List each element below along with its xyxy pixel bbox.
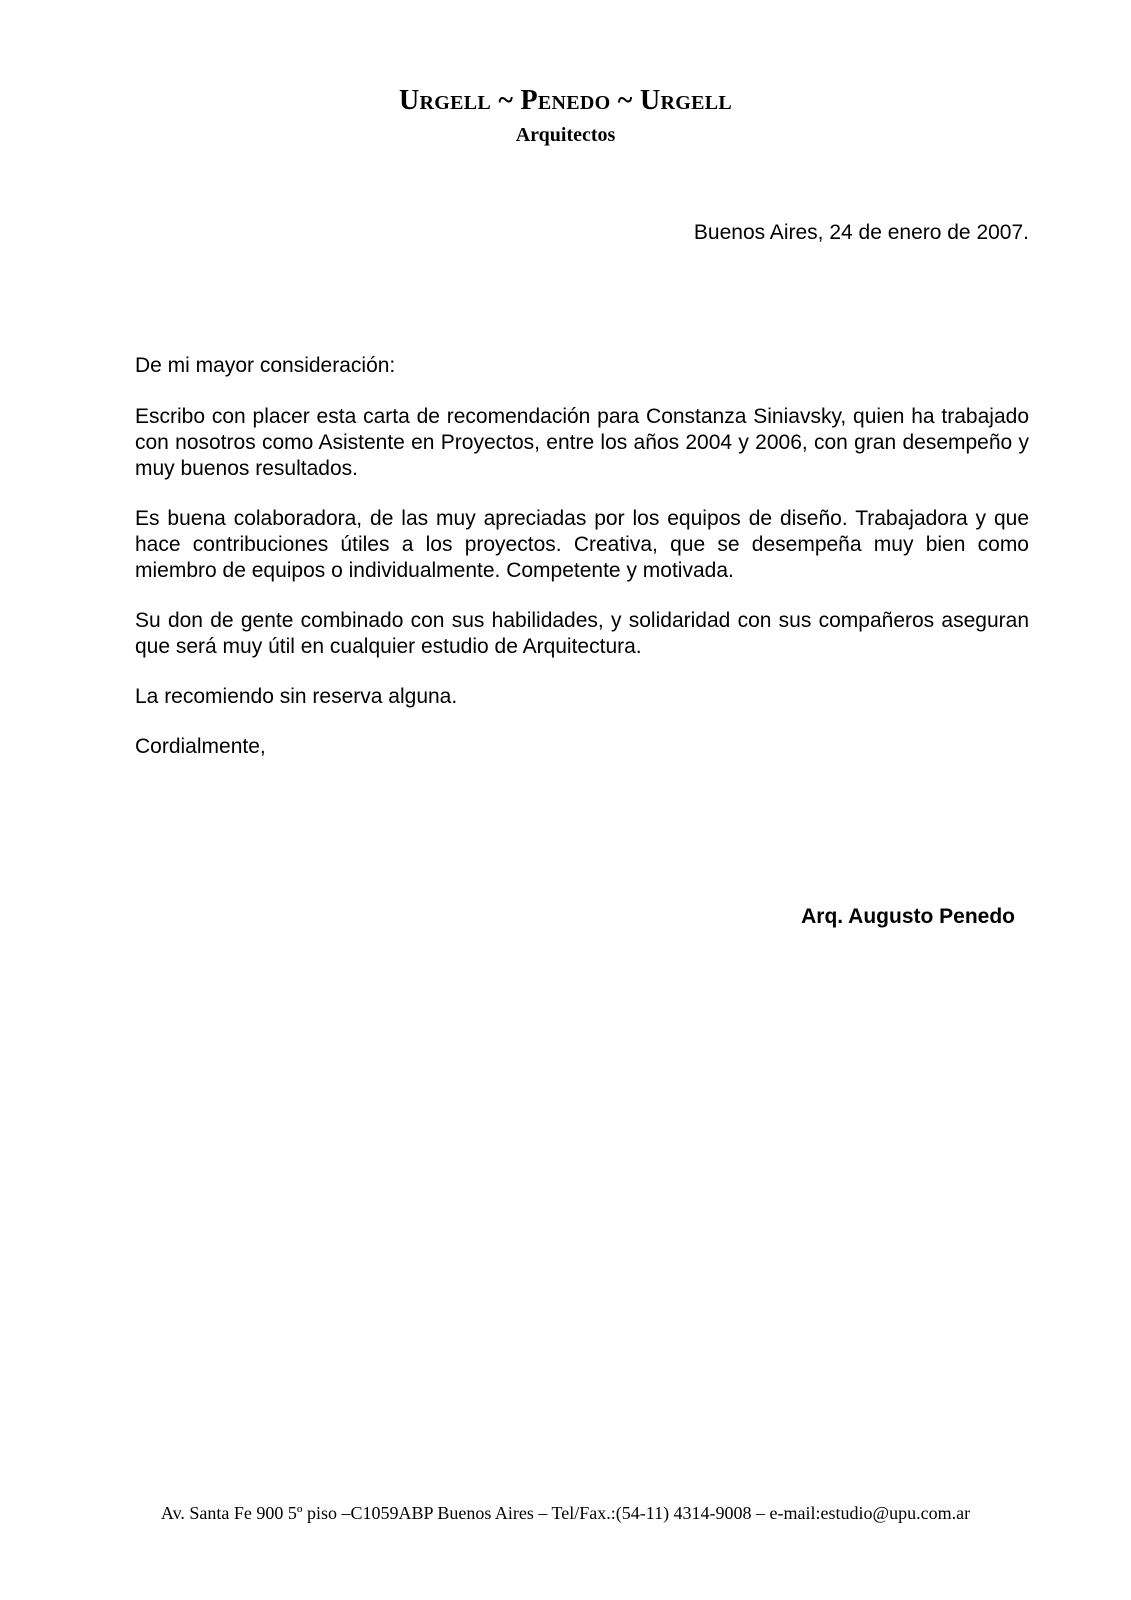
letter-body (135, 404, 1029, 784)
paragraph-endorsement: La recomiendo sin reserva alguna. (135, 685, 458, 708)
footer-contact: Av. Santa Fe 900 5º piso –C1059ABP Buenos Aires – Tel/Fax.:(54-11) 4314-9008 – e-mail:estudio@upu.com.ar (160, 1503, 971, 1523)
letter-date: Buenos Aires, 24 de enero de 2007. (693, 221, 1029, 244)
signature: Arq. Augusto Penedo (801, 905, 1015, 928)
letterhead (0, 80, 1131, 148)
firm-subtitle: Arquitectos (515, 124, 616, 146)
firm-name: Urgell ~ Penedo ~ Urgell (398, 85, 733, 116)
closing: Cordialmente, (135, 735, 266, 758)
paragraph-recommendation: Escribo con placer esta carta de recomendación para Constanza Siniavsky, quien ha trabajado con nosotros como Asistente en Proyectos, entre los años 2004 y 2006, con gran desempeño y muy buenos resultados. (135, 405, 1029, 480)
salutation: De mi mayor consideración: (135, 354, 396, 377)
paragraph-qualities: Es buena colaboradora, de las muy apreciadas por los equipos de diseño. Trabajadora y que hace contribuciones útiles a los proyectos. Creativa, que se desempeña muy bien como miembro de equipos o individualmente. Competente y motivada. (135, 507, 1029, 582)
paragraph-skills: Su don de gente combinado con sus habilidades, y solidaridad con sus compañeros aseguran que será muy útil en cualquier estudio de Arquitectura. (135, 609, 1029, 658)
